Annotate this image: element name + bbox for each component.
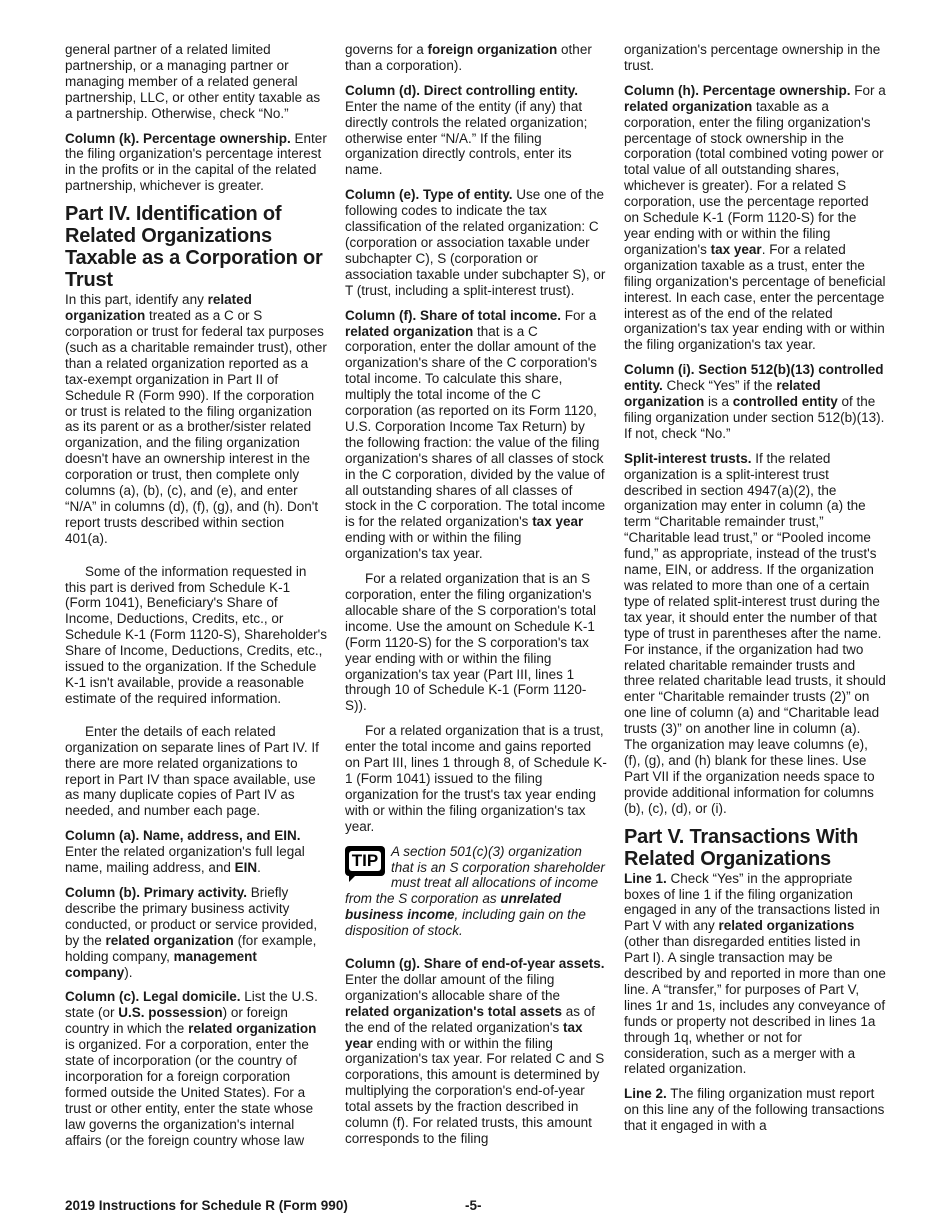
paragraph-line-1: Line 1. Check “Yes” in the appropriate boxes of line 1 if the filing organization engaged in any of the transactions listed in Part V with any related organizations (other than disregarded entities listed in Part I). A single transaction may be described by and reported in more than one line. A “transfer,” for purposes of Part V, lines 1r and 1s, includes any conveyance of funds or property not described in lines 1a through 1q, whether or not for consideration, such as a merger with a related organization. [624, 870, 886, 1077]
paragraph-column-d: Column (d). Direct controlling entity. Enter the name of the entity (if any) that directly controls the related organization; otherwise enter “N/A.” If the filing organization directly controls, enter its name. [345, 82, 588, 178]
tip-note: TIP A section 501(c)(3) organization that is an S corporation shareholder must treat all allocations of income from the S corporation as unrelated business income, including gain on the disposition of stock. [345, 843, 605, 939]
heading-column-b: Column (b). Primary activity. [65, 884, 248, 900]
heading-column-d: Column (d). Direct controlling entity. [345, 82, 578, 98]
paragraph-continued-partnership: general partner of a related limited partnership, or a managing partner or managing member of a related general partnership, LLC, or other entity taxable as a partnership. Otherwise, check “No.” [65, 42, 321, 121]
paragraph-line-2: Line 2. The filing organization must report on this line any of the following transactions that it engaged in with a [624, 1086, 885, 1134]
paragraph-s-corporation: For a related organization that is an S corporation, enter the filing organization's allocable share of the S corporation's total income. Use the amount on Schedule K-1 (Form 1120-S) for the S corporation's tax year ending with or within the filing organization's tax year (Part III, lines 1 through 10 of Schedule K-1 (Form 1120-S)). [345, 571, 596, 714]
paragraph-column-a: Column (a). Name, address, and EIN. Enter the related organization's full legal name, mailing address, and EIN. [65, 828, 305, 876]
footer-title: 2019 Instructions for Schedule R (Form 990) [65, 1198, 348, 1213]
column-middle [345, 42, 607, 1156]
paragraph-enter-details: Enter the details of each related organization on separate lines of Part IV. If there are more related organizations to report in Part IV than space available, use as many duplicate copies of Part IV as needed, and number each page. [65, 723, 319, 819]
heading-line-2: Line 2. [624, 1086, 667, 1102]
heading-column-i: Column (i). Section 512(b)(13) controlled entity. [624, 362, 884, 394]
paragraph-split-interest-trusts: Split-interest trusts. If the related organization is a split-interest trust described in section 4947(a)(2), the organization may enter in column (a) the term “Charitable remainder trust,” “Charitable lead trust,” or “Pooled income fund,” as appropriate, instead of the trust's name, EIN, or address. If the organization was related to more than one of a certain type of related split-interest trust during the tax year, it should enter the number of that type of trust in parentheses after the name. For instance, if the organization had two related charitable remainder trusts and three related charitable lead trusts, it should enter “Charitable remainder trusts (2)” on one line of column (a) and “Charitable lead trusts (3)” on another line in column (a). The organization may leave columns (e), (f), (g), and (h) blank for these lines. Use Part VII if the organization needs space to provide additional information for columns (b), (c), (d), or (i). [624, 450, 886, 816]
heading-split-interest: Split-interest trusts. [624, 450, 752, 466]
paragraph-continued-trust: organization's percentage ownership in the trust. [624, 42, 881, 73]
heading-column-a: Column (a). Name, address, and EIN. [65, 828, 301, 844]
heading-column-c: Column (c). Legal domicile. [65, 989, 241, 1005]
paragraph-schedule-k1-info: Some of the information requested in this part is derived from Schedule K-1 (Form 1041), Beneficiary's Share of Income, Deductions, Credits, etc., or Schedule K-1 (Form 1120-S), Shareholder's Share of Income, Deductions, Credits, etc., issued to the organization. If the Schedule K-1 isn't available, provide a reasonable estimate of the required information. [65, 563, 327, 706]
page-number: -5- [465, 1198, 482, 1213]
heading-column-e: Column (e). Type of entity. [345, 187, 513, 203]
heading-column-g: Column (g). Share of end-of-year assets. [345, 956, 605, 972]
part-v-title: Part V. Transactions With Related Organizations [624, 825, 859, 870]
heading-column-h: Column (h). Percentage ownership. [624, 82, 851, 98]
paragraph-column-g: Column (g). Share of end-of-year assets. Enter the dollar amount of the filing organization's allocable share of the related organization's total assets as of the end of the related organization's tax year ending with or within the filing organization's tax year. For related C and S corporations, this amount is determined by multiplying the corporation's end-of-year total assets by the fraction described in column (f). For related trusts, this amount corresponds to the filing [345, 956, 605, 1146]
paragraph-column-h: Column (h). Percentage ownership. For a related organization taxable as a corporation, enter the filing organization's percentage of stock ownership in the corporation (total combined voting power or total value of all outstanding shares, whichever is greater). For a related S corporation, use the percentage reported on Schedule K-1 (Form 1120-S) for the year ending with or within the filing organization's tax year. For a related organization taxable as a trust, enter the filing organization's percentage of beneficial interest. In each case, enter the percentage interest as of the end of the related organization's tax year ending with or within the filing organization's tax year. [624, 82, 886, 353]
paragraph-column-f: Column (f). Share of total income. For a related organization that is a C corporation, enter the dollar amount of the organization's share of the C corporation's total income. To calculate this share, multiply the total income of the C corporation (as reported on its Form 1120, U.S. Corporation Income Tax Return) by the following fraction: the value of the filing organization's shares of all classes of stock in the C corporation, divided by the value of all outstanding shares of all classes of stock in the C corporation. The total income is for the related organization's tax year ending with or within the filing organization's tax year. [345, 307, 606, 562]
paragraph-column-c: Column (c). Legal domicile. List the U.S. state (or U.S. possession) or foreign country in which the related organization is organized. For a corporation, enter the state of incorporation (or the country of incorporation for a foreign corporation formed outside the United States). For a trust or other entity, enter the state whose law governs the organization's internal affairs (or the foreign country whose law [65, 989, 318, 1148]
heading-column-k: Column (k). Percentage ownership. [65, 130, 291, 146]
paragraph-column-i: Column (i). Section 512(b)(13) controlled entity. Check “Yes” if the related organization is a controlled entity of the filing organization under section 512(b)(13). If not, check “No.” [624, 362, 885, 441]
column-left [65, 42, 327, 1157]
paragraph-trust: For a related organization that is a trust, enter the total income and gains reported on Part III, lines 1 through 8, of Schedule K-1 (Form 1041) issued to the filing organization for the trust's tax year ending with or within the filing organization's tax year. [345, 723, 607, 834]
heading-line-1: Line 1. [624, 870, 667, 886]
paragraph-part-iv-intro: In this part, identify any related organization treated as a C or S corporation or trust for federal tax purposes (such as a charitable remainder trust), other than a related organization reported as a tax-exempt organization in Part II of Schedule R (Form 990). If the corporation or trust is related to the filing organization as its parent or as a brother/sister related organization, and the filing organization doesn't have an ownership interest in the corporation or trust, then complete only columns (a), (b), (c), and (e), and enter “N/A” in columns (d), (f), (g), and (h). Don't report trusts described within section 401(a). [65, 292, 327, 546]
column-right [624, 42, 886, 1143]
heading-column-f: Column (f). Share of total income. [345, 307, 562, 323]
paragraph-column-b: Column (b). Primary activity. Briefly describe the primary business activity conducted, or product or service provided, by the related organization (for example, holding company, management company). [65, 884, 318, 980]
paragraph-column-k: Column (k). Percentage ownership. Enter the filing organization's percentage interest in the profits or in the capital of the related partnership, whichever is greater. [65, 130, 327, 194]
paragraph-column-e: Column (e). Type of entity. Use one of the following codes to indicate the tax classification of the related organization: C (corporation or association taxable under subchapter C), S (corporation or association taxable under subchapter S), or T (trust, including a split-interest trust). [345, 187, 606, 298]
tip-icon: TIP [345, 846, 385, 882]
paragraph-continued-foreign: governs for a foreign organization other than a corporation). [345, 42, 592, 73]
part-iv-title: Part IV. Identification of Related Organizations Taxable as a Corporation or Trust [65, 203, 323, 292]
